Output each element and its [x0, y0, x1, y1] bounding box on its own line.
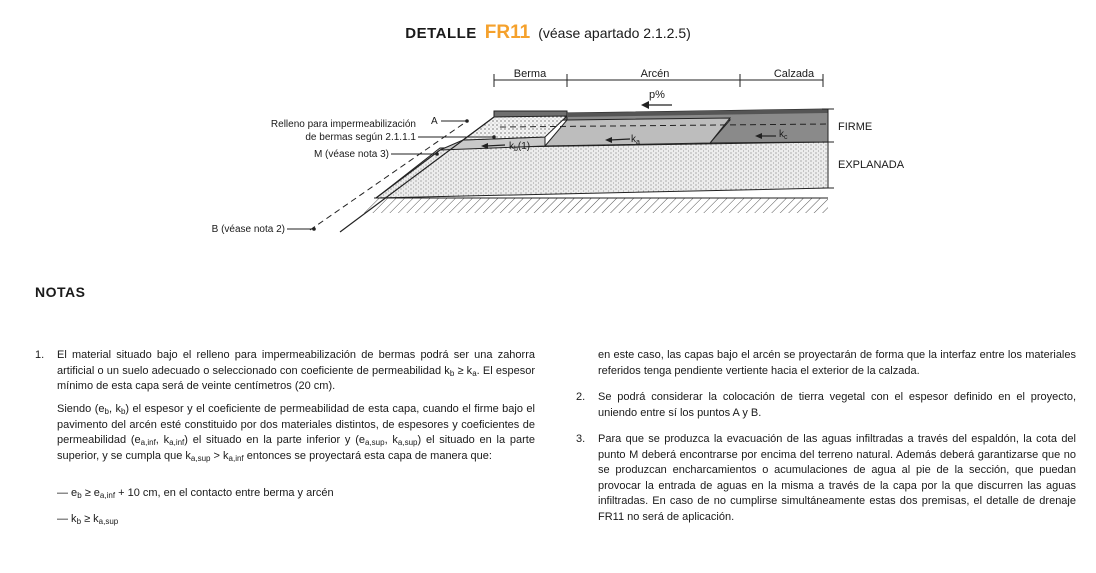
natural-ground-hatch [359, 198, 828, 213]
label-relleno-1: Relleno para impermeabilización [270, 119, 416, 130]
note-3: 3. Para que se produzca la evacuación de las aguas infiltradas a través del espaldón, la cota del punto M deberá encontrarse por encima del terreno natural. Además deberá garantizarse que no se produzcan encharcamientos o acumulaciones de agua al pie de la sección, que puedan provocar la entrada de aguas en la misma a través de la capa por la que discurren las aguas infiltradas. En caso de no cumplirse simultáneamente estas dos premisas, el detalle de drenaje FR11 no será de aplicación. [576, 433, 1076, 523]
label-arcen: Arcén [640, 68, 670, 80]
note-2: 2. Se podrá considerar la colocación de tierra vegetal con el espesor definido en el proyecto, uniendo entre sí los puntos A y B. [576, 391, 1076, 419]
label-point-b: B (véase nota 2) [211, 224, 285, 235]
note-1-paragraph-2: Siendo ($e_b$, $k_b$) el espesor y el coeficiente de permeabilidad de esta capa, cuando el firme bajo el pavimento del arcén esté constituido por dos materiales distintos, de espesores y coeficientes de permeabilidad ($e_{a,inf}$, $k_{a,inf}$) el situado en la parte inferior y ($e_{a,sup}$, $k_{a,sup}$) el situado en la parte superior, y se cumpla que $k_{a,sup} > k_{a,inf}$ entonces se proyectará esta capa de manera que: [57, 403, 535, 463]
note-2-number: 2. [576, 391, 586, 403]
slope-label: p% [649, 89, 665, 101]
ka-label: k [631, 134, 636, 145]
note-1-continuation: en este caso, las capas bajo el arcén se proyectarán de forma que la interfaz entre los materiales referidos tenga pendiente vertiente hacia el exterior de la calzada. [598, 349, 1076, 377]
note-1-condition-2: — $k_b \ge k_{a,sup}$ [57, 513, 119, 526]
label-firme: FIRME [838, 121, 873, 133]
svg-text:kb(1): $k_b(1)$ [509, 141, 531, 153]
title-code: FR11 [484, 22, 531, 43]
note-3-number: 3. [576, 433, 586, 445]
label-calzada: Calzada [773, 68, 815, 80]
kc-label: k [779, 129, 784, 140]
note-1: 1. El material situado bajo el relleno para impermeabilización de bermas podrá ser una zahorra artificial o un suelo adecuado o seleccionado con coeficiente de permeabilidad $k_b \ge k_a$. El espesor mínimo de esta capa será de veinte centímetros (20 cm). [35, 349, 535, 392]
cross-section-diagram [0, 0, 1096, 280]
label-relleno-2: de bermas según 2.1.1.1 [305, 132, 416, 143]
label-berma: Berma [513, 68, 547, 80]
title-detalle: DETALLE [405, 25, 477, 42]
dimension-line [494, 68, 823, 87]
notes-heading: NOTAS [35, 284, 86, 300]
note-1-condition-1: — $e_b \ge e_{a,inf} + 10$ cm, en el contacto entre berma y arcén [57, 487, 334, 500]
label-point-m: M (véase nota 3) [313, 149, 389, 160]
title-reference: (véase apartado 2.1.2.5) [538, 25, 691, 41]
label-explanada: EXPLANADA [838, 159, 905, 171]
note-1-number: 1. [35, 349, 45, 361]
svg-text:ka: $k_a$ [631, 134, 640, 146]
kb-label: k [509, 141, 514, 152]
label-point-a: A [431, 116, 438, 127]
svg-text:kc: $k_c$ [779, 129, 788, 141]
explanada-layer [376, 142, 828, 198]
